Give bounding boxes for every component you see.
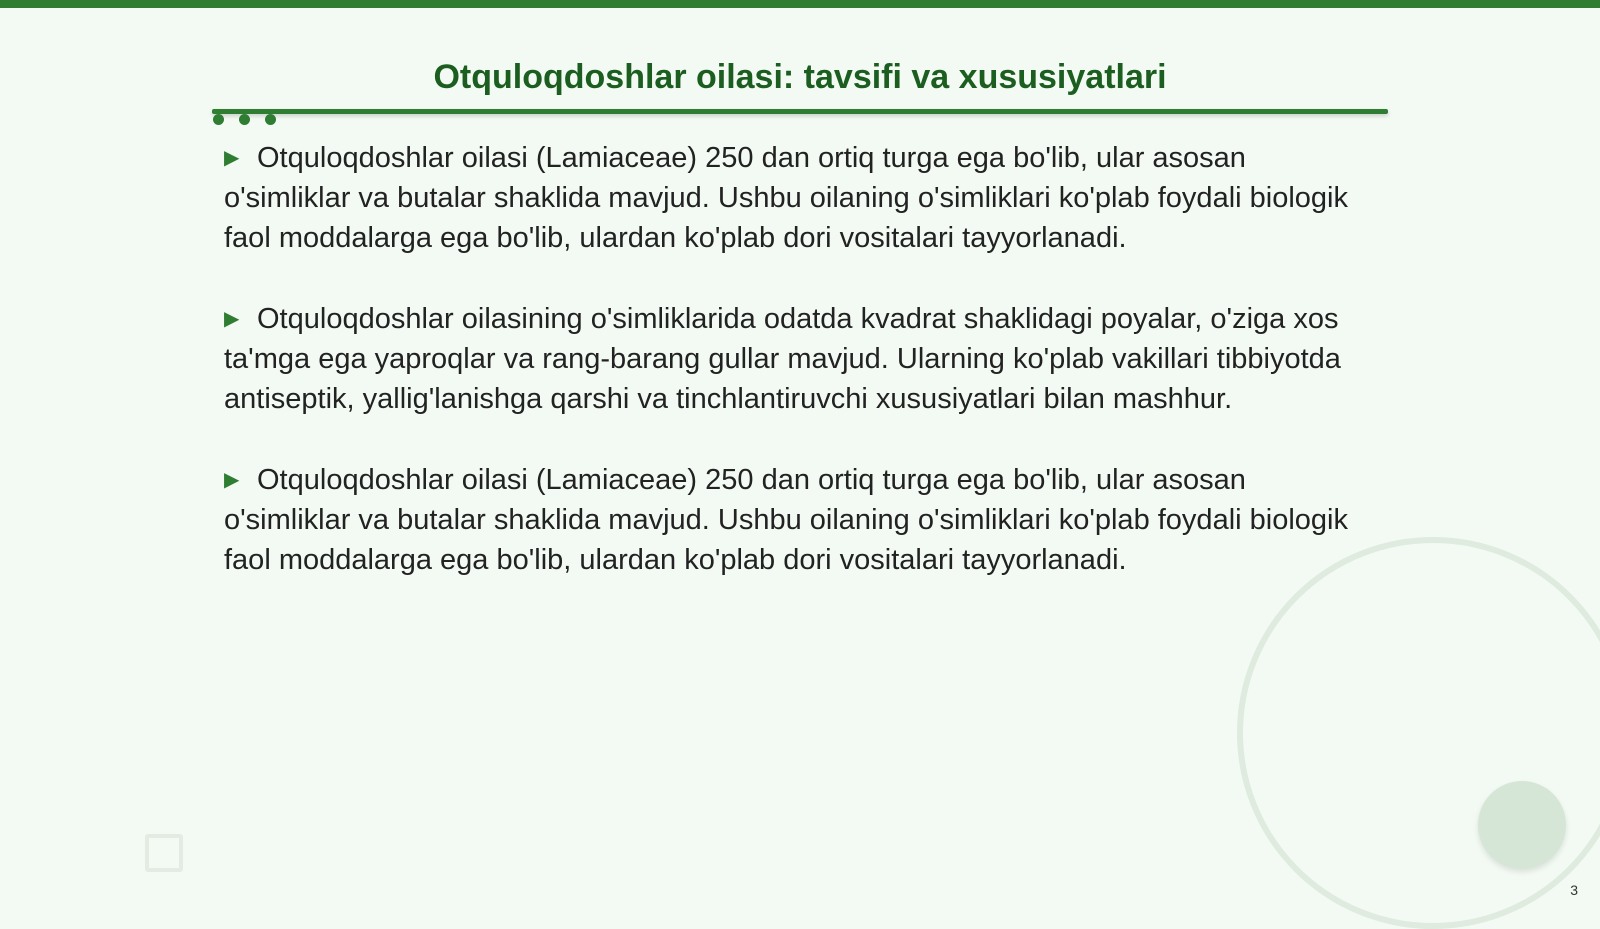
- decorative-circle: [1478, 781, 1566, 869]
- triangle-right-icon: ▶: [224, 308, 240, 330]
- decorative-dot: [265, 114, 276, 125]
- decorative-ring: [1237, 537, 1600, 929]
- decorative-dot: [213, 114, 224, 125]
- title-underline: [212, 109, 1388, 114]
- triangle-right-icon: ▶: [224, 147, 240, 169]
- decorative-square: [145, 834, 183, 872]
- bullet-item: [224, 299, 1354, 419]
- bullet-text: Otquloqdoshlar oilasining o'simliklarida odatda kvadrat shaklidagi poyalar, o'ziga xos ta'mga ega yaproqlar va rang-barang gullar mavjud. Ularning ko'plab vakillari tibbiyotda antiseptik, yallig'lanishga qarshi va tinchlantiruvchi xususiyatlari bilan mashhur.: [224, 303, 1341, 415]
- bullet-text: Otquloqdoshlar oilasi (Lamiaceae) 250 dan ortiq turga ega bo'lib, ular asosan o'simliklar va butalar shaklida mavjud. Ushbu oilaning o'simliklari ko'plab foydali biologik faol moddalarga ega bo'lib, ulardan ko'plab dori vositalari tayyorlanadi.: [224, 142, 1348, 254]
- bullet-list: [224, 138, 1354, 621]
- bullet-text: Otquloqdoshlar oilasi (Lamiaceae) 250 dan ortiq turga ega bo'lib, ular asosan o'simliklar va butalar shaklida mavjud. Ushbu oilaning o'simliklari ko'plab foydali biologik faol moddalarga ega bo'lib, ulardan ko'plab dori vositalari tayyorlanadi.: [224, 464, 1348, 576]
- top-accent-bar: [0, 0, 1600, 8]
- slide-title: Otquloqdoshlar oilasi: tavsifi va xususiyatlari: [433, 58, 1167, 96]
- decorative-dot: [239, 114, 250, 125]
- page-number: 3: [1570, 882, 1578, 898]
- bullet-item: [224, 138, 1354, 258]
- bullet-item: [224, 460, 1354, 580]
- triangle-right-icon: ▶: [224, 469, 240, 491]
